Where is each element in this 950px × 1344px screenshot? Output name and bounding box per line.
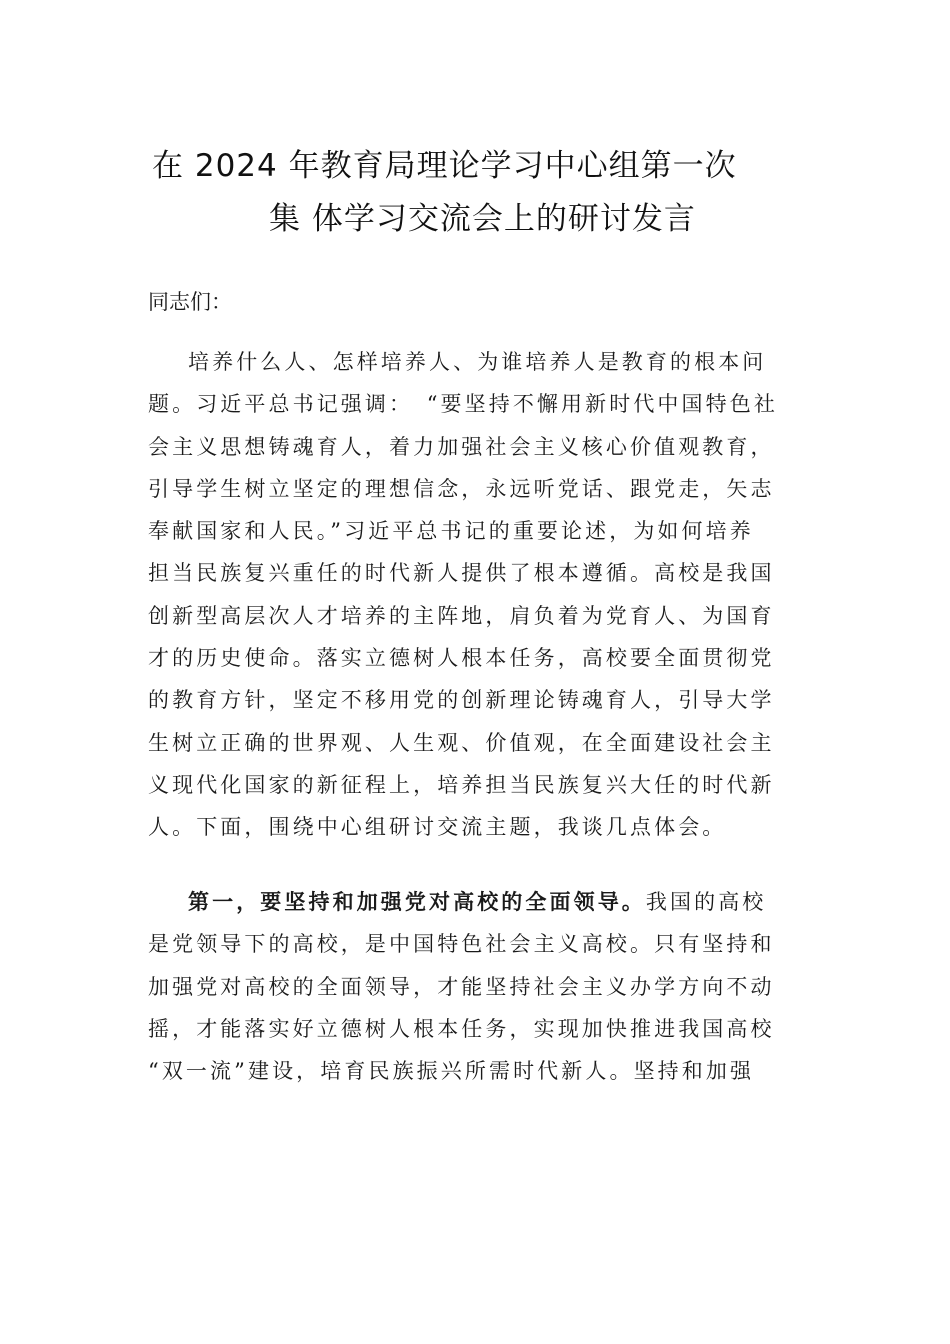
paragraph-line: “双一流”建设，培育民族振兴所需时代新人。坚持和加强 [148,1059,755,1084]
paragraph-line: 培养什么人、怎样培养人、为谁培养人是教育的根本问 [188,350,767,374]
salutation: 同志们： [148,290,232,314]
paragraph-line: 加强党对高校的全面领导，才能坚持社会主义办学方向不动 [148,974,775,999]
paragraph-line: 奉献国家和人民。”习近平总书记的重要论述，为如何培养 [148,519,754,544]
document-title-line-2: 集 体学习交流会上的研讨发言 [269,201,696,237]
document-title-line-1: 在 2024 年教育局理论学习中心组第一次 [152,148,737,184]
paragraph-line: 题。习近平总书记强调： “要坚持不懈用新时代中国特色社 [148,392,778,417]
paragraph-1 [148,341,818,849]
paragraph-line: 的教育方针，坚定不移用党的创新理论铸魂育人，引导大学 [148,688,775,713]
paragraph-line: 会主义思想铸魂育人，着力加强社会主义核心价值观教育， [148,434,775,459]
paragraph-line: 担当民族复兴重任的时代新人提供了根本遵循。高校是我国 [148,561,775,586]
paragraph-line: 创新型高层次人才培养的主阵地，肩负着为党育人、为国育 [148,603,775,628]
paragraph-line: 摇，才能落实好立德树人根本任务，实现加快推进我国高校 [148,1016,775,1041]
paragraph-line: 生树立正确的世界观、人生观、价值观，在全面建设社会主 [148,730,775,755]
paragraph-line: 是党领导下的高校，是中国特色社会主义高校。只有坚持和 [148,932,775,957]
paragraph-first-line [148,881,818,923]
paragraph-2 [148,881,818,1092]
section-heading: 第一，要坚持和加强党对高校的全面领导。 [188,889,646,914]
paragraph-line: 人。下面，围绕中心组研讨交流主题，我谈几点体会。 [148,815,727,840]
paragraph-line: 引导学生树立坚定的理想信念，永远听党话、跟党走，矢志 [148,476,775,501]
paragraph-text: 我国的高校 [645,890,767,914]
paragraph-line: 才的历史使命。落实立德树人根本任务，高校要全面贯彻党 [148,646,775,671]
paragraph-line: 义现代化国家的新征程上，培养担当民族复兴大任的时代新 [148,772,775,797]
